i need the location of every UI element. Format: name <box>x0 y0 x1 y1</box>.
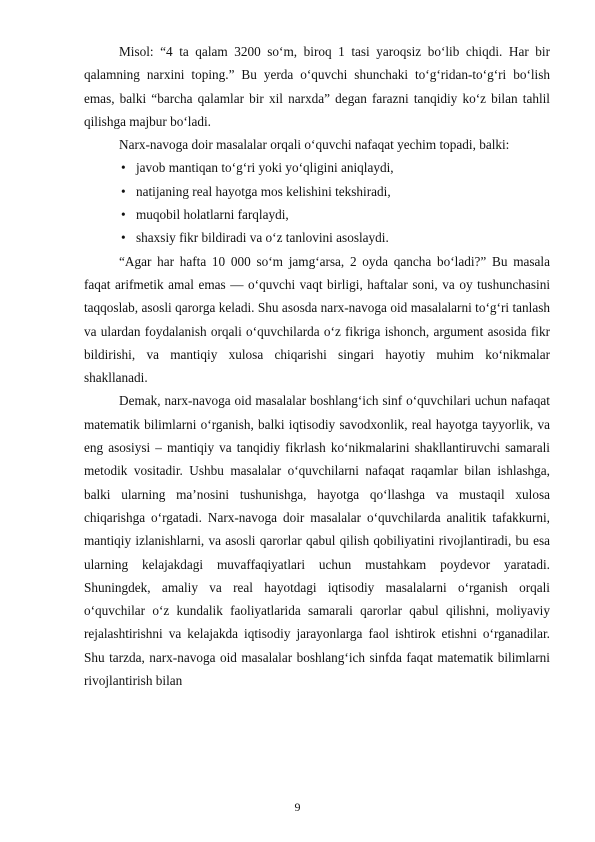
list-item-text: muqobil holatlarni farqlaydi, <box>136 207 289 223</box>
paragraph-example-pencils: Misol: “4 ta qalam 3200 so‘m, biroq 1 tasi yaroqsiz bo‘lib chiqdi. Har bir qalamning narxini toping.” Bu yerda o‘quvchi shunchaki to‘g‘ridan-to‘g‘ri bo‘lish emas, balki “barcha qalamlar bir xil narxda” degan farazni tanqidiy ko‘z bilan tahlil qilishga majbur bo‘ladi. <box>84 44 550 129</box>
paragraph-savings-example: “Agar har hafta 10 000 so‘m jamg‘arsa, 2 oyda qancha bo‘ladi?” Bu masala faqat arifmetik amal emas — o‘quvchi vaqt birligi, haftalar soni, va oy tushunchasini taqqoslab, asosli qarorga keladi. Shu asosda narx-navoga oid masalalarni to‘g‘ri tanlash va ulardan foydalanish orqali o‘quvchilarda o‘z fikriga ishonch, argument asosida fikr bildirishi, va mantiqiy xulosa chiqarishi singari hayotiy muhim ko‘nikmalar shakllanadi. <box>84 253 550 386</box>
list-item-text: shaxsiy fikr bildiradi va o‘z tanlovini asoslaydi. <box>136 230 389 246</box>
paragraph-intro-list: Narx-navoga doir masalalar orqali o‘quvchi nafaqat yechim topadi, balki: <box>119 137 510 153</box>
bullet-list <box>84 156 550 249</box>
bullet-icon: • <box>121 183 126 199</box>
bullet-icon: • <box>121 160 126 176</box>
list-item-text: natijaning real hayotga mos kelishini tekshiradi, <box>136 183 391 199</box>
list-item <box>84 180 550 203</box>
page-body <box>84 40 550 692</box>
list-item <box>84 226 550 249</box>
list-item <box>84 203 550 226</box>
bullet-icon: • <box>121 230 126 246</box>
list-item-text: javob mantiqan to‘g‘ri yoki yo‘qligini aniqlaydi, <box>136 160 394 176</box>
list-item <box>84 156 550 179</box>
page-number: 9 <box>294 800 301 814</box>
paragraph-conclusion: Demak, narx-navoga oid masalalar boshlang‘ich sinf o‘quvchilari uchun nafaqat matematik bilimlarni o‘rganish, balki iqtisodiy savodxonlik, real hayotga tayyorlik, va eng asosiysi – mantiqiy va tanqidiy fikrlash ko‘nikmalarini shakllantiruvchi samarali metodik vositadir. Ushbu masalalar o‘quvchilarni nafaqat raqamlar bilan ishlashga, balki ularning ma’nosini tushunishga, hayotga qo‘llashga va mustaqil xulosa chiqarishga o‘rgatadi. Narx-navoga doir masalalar o‘quvchilarda analitik tafakkurni, mantiqiy izlanishlarni, va asosli qarorlar qabul qilish qobiliyatini rivojlantiradi, bu esa ularning kelajakdagi muvaffaqiyatlari uchun mustahkam poydevor yaratadi. Shuningdek, amaliy va real hayotdagi iqtisodiy masalalarni o‘rganish orqali o‘quvchilar o‘z kundalik faoliyatlarida samarali qarorlar qabul qilishni, moliyaviy rejalashtirishni va kelajakda iqtisodiy jarayonlarga faol ishtirok etishni o‘rganadilar. Shu tarzda, narx-navoga oid masalalar boshlang‘ich sinfda faqat matematik bilimlarni rivojlantirish bilan <box>84 393 550 689</box>
bullet-icon: • <box>121 207 126 223</box>
